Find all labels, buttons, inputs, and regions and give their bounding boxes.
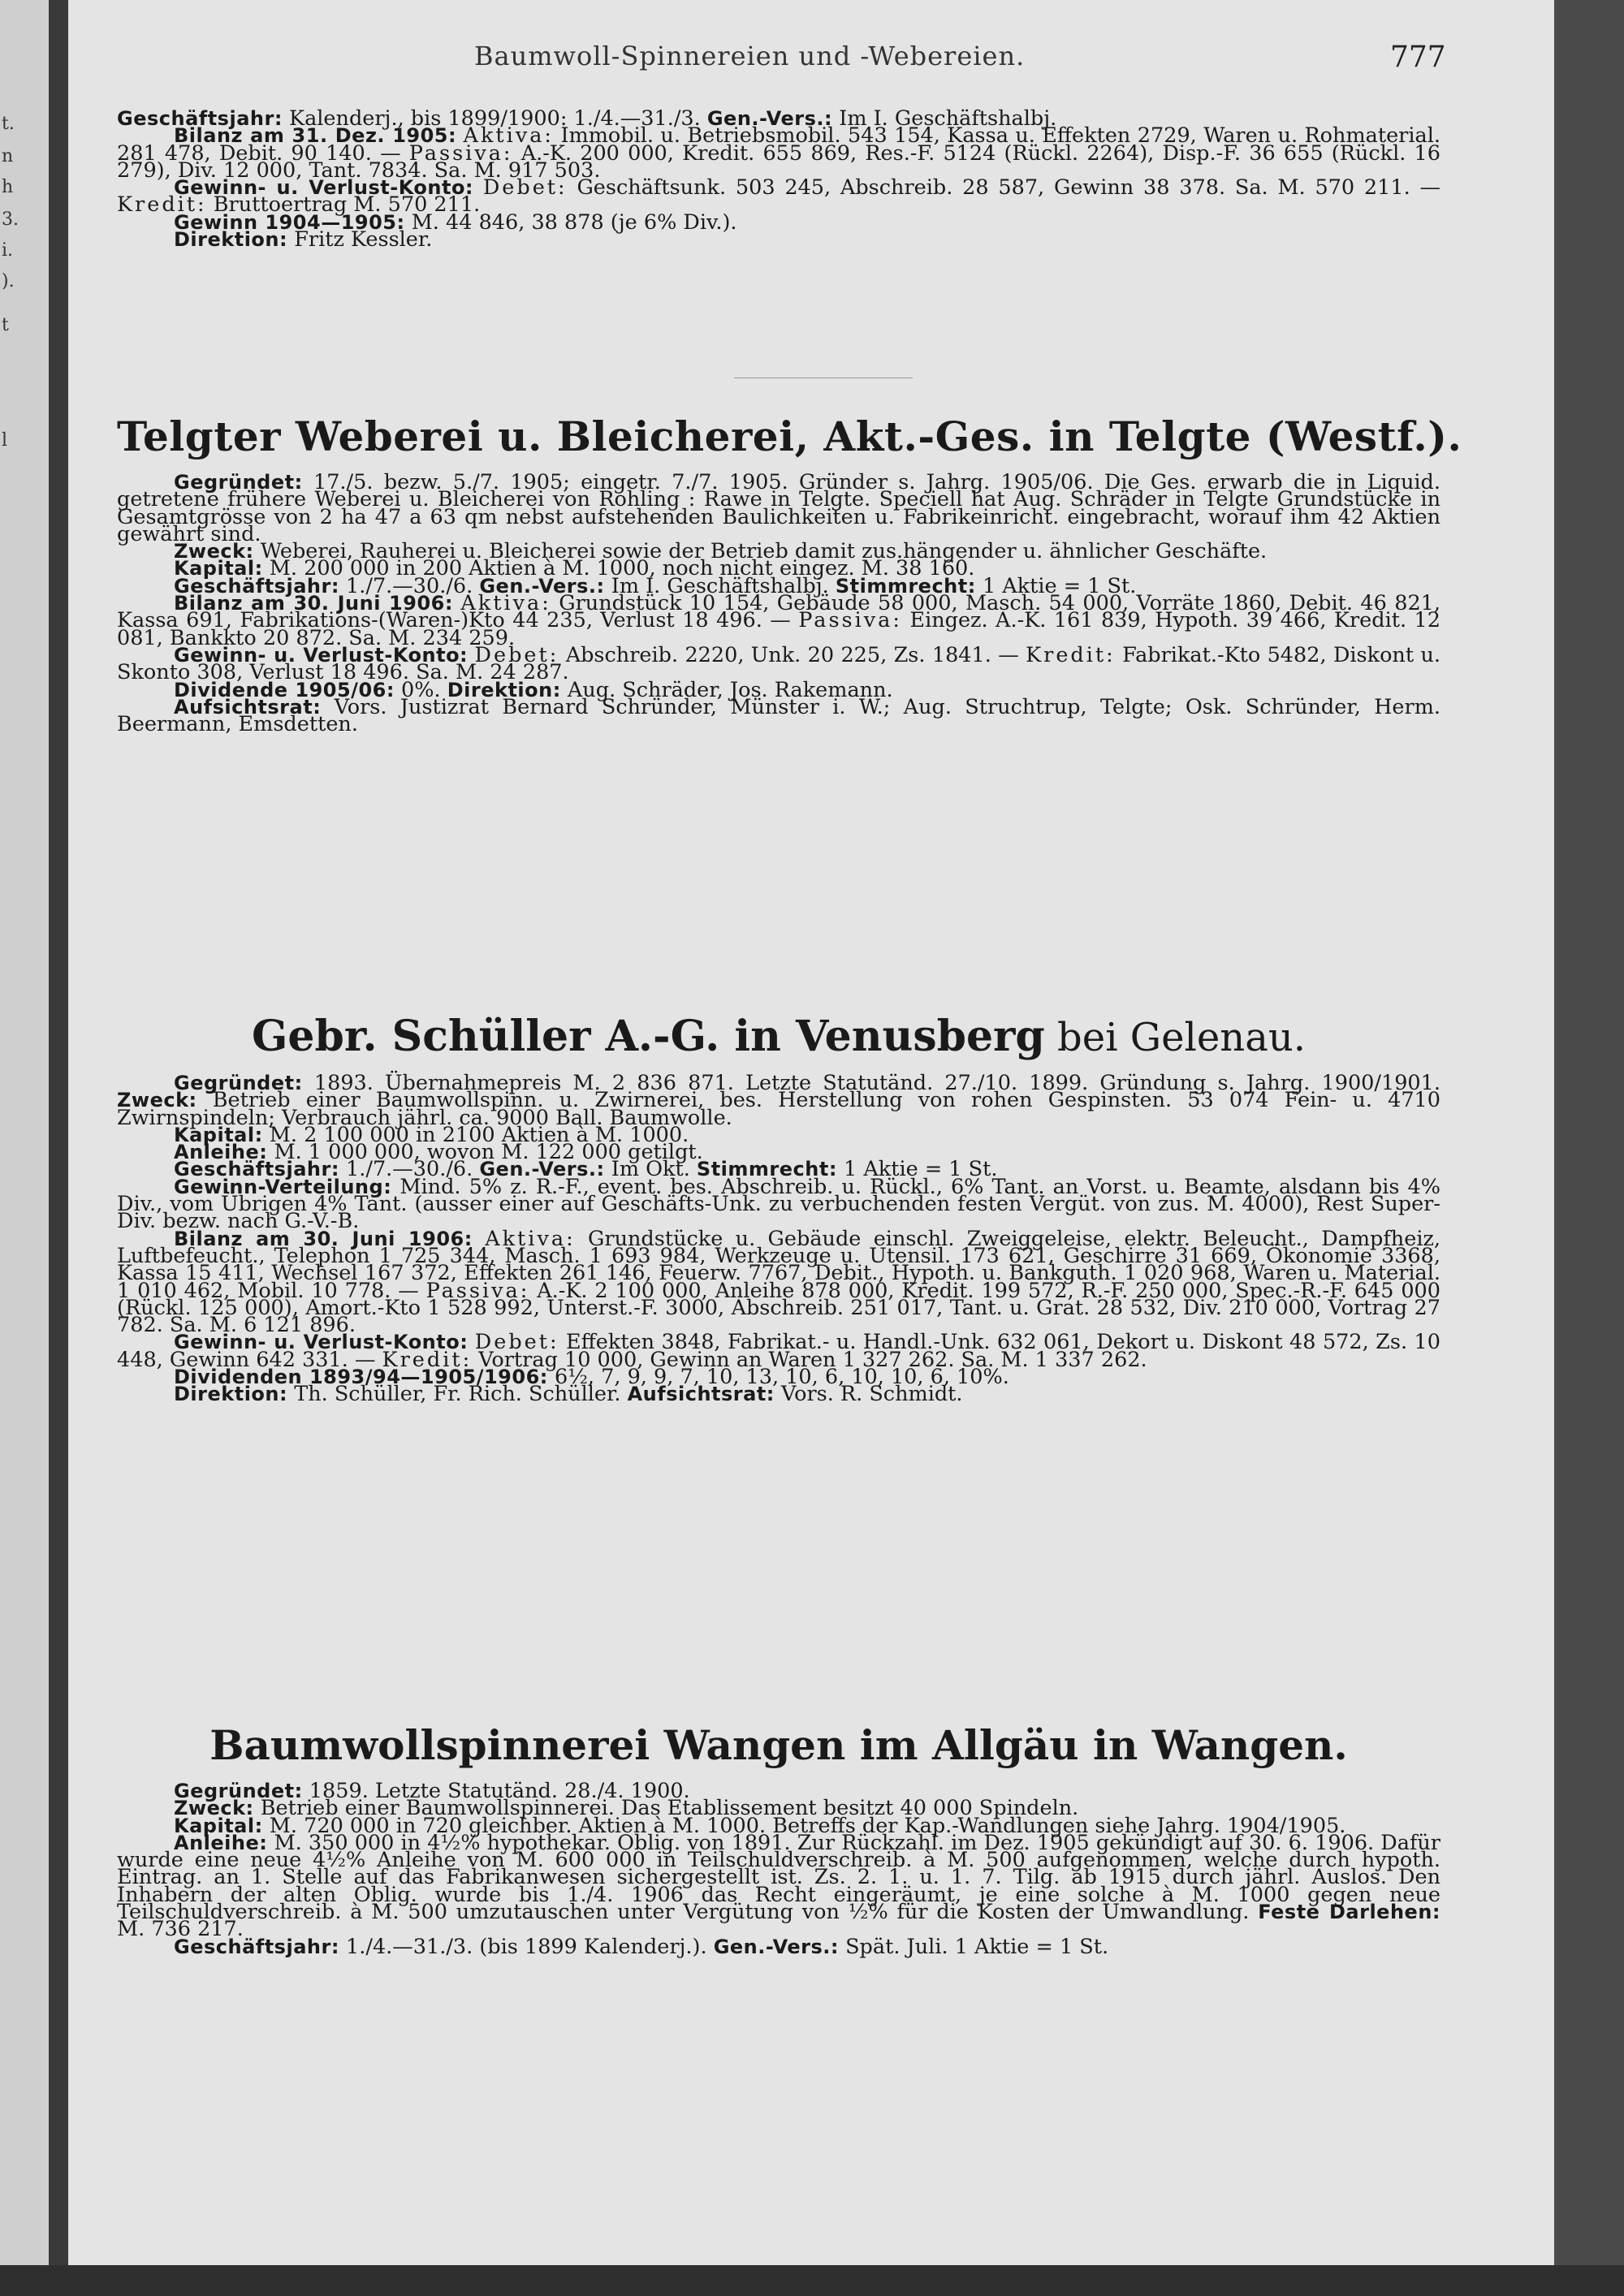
page-number: 777 bbox=[1390, 41, 1446, 74]
company-heading: Telgter Weberei u. Bleicherei, Akt.-Ges. in Telgte (Westf.). bbox=[117, 412, 1462, 460]
paragraph: Gewinn- u. Verlust-Konto: Debet: Effekten 3848, Fabrikat.- u. Handl.-Unk. 632 061, Dekort u. Diskont 48 572, Zs. 10 448, Gewinn 642 331. — Kredit: Vortrag 10 000, Gewinn an Waren 1 327 262. Sa. M. 1 337 262. bbox=[117, 1330, 1440, 1372]
paragraph: Bilanz am 30. Juni 1906: Aktiva: Grundstücke u. Gebäude einschl. Zweiggeleise, elektr. Beleucht., Dampfheiz, Luftbefeucht., Telephon 1 725 344, Masch. 1 693 984, Werkzeuge u. Utensil. 173 621, Geschirre 31 669, Ökonomie 3368, Kassa 15 411, Wechsel 167 372, Effekten 261 146, Feuerw. 7767, Debit., Hypoth. u. Bankguth. 1 020 968, Waren u. Material. 1 010 462, Mobil. 10 778. — Passiva: A.-K. 2 100 000, Anleihe 878 000, Kredit. 199 572, R.-F. 250 000, Spec.-R.-F. 645 000 (Rückl. 125 000), Amort.-Kto 1 528 992, Unterst.-F. 3000, Abschreib. 251 017, Tant. u. Grat. 28 532, Div. 210 000, Vortrag 27 782. Sa. M. 6 121 896. bbox=[117, 1226, 1441, 1338]
paragraph: Geschäftsjahr: 1./4.—31./3. (bis 1899 Kalenderj.). Gen.-Vers.: Spät. Juli. 1 Aktie = 1 St. bbox=[174, 1934, 1109, 1959]
company-heading: Baumwollspinnerei Wangen im Allgäu in Wangen. bbox=[209, 1721, 1348, 1769]
paragraph: Gewinn- u. Verlust-Konto: Debet: Abschreib. 2220, Unk. 20 225, Zs. 1841. — Kredit: Fabrikat.-Kto 5482, Diskont u. Skonto 308, Verlust 18 496. Sa. M. 24 287. bbox=[117, 642, 1440, 685]
margin-fragment: n bbox=[2, 146, 14, 166]
book-gutter bbox=[49, 0, 68, 2296]
paragraph: Dividenden 1893/94—1905/1906: 6½, 7, 9, 9, 7, 10, 13, 10, 6, 10, 10, 6, 10%. bbox=[174, 1365, 1009, 1390]
page-edge bbox=[1554, 0, 1624, 2296]
paragraph: Direktion: Th. Schüller, Fr. Rich. Schüller. Aufsichtsrat: Vors. R. Schmidt. bbox=[174, 1382, 963, 1407]
paragraph: Zweck: Weberei, Rauherei u. Bleicherei sowie der Betrieb damit zus.hängender u. ähnlicher Geschäfte. bbox=[174, 539, 1268, 564]
company-entry bbox=[117, 1071, 1441, 1407]
paragraph: Gegründet: 17./5. bezw. 5./7. 1905; eingetr. 7./7. 1905. Gründer s. Jahrg. 1905/06. Die Ges. erwarb die in Liquid. getretene frühere Weberei u. Bleicherei von Rohling : Rawe in Telgte. Speciell hat Aug. Schräder in Telgte Grundstücke in Gesamtgrösse von 2 ha 47 a 63 qm nebst aufstehenden Baulichkeiten u. Fabrikeinricht. eingebracht, worauf ihm 42 Aktien gewährt sind. bbox=[117, 470, 1440, 546]
paragraph: Geschäftsjahr: 1./7.—30./6. Gen.-Vers.: Im I. Geschäftshalbj. Stimmrecht: 1 Aktie = 1 St. bbox=[174, 573, 1137, 598]
paragraph: Anleihe: M. 1 000 000, wovon M. 122 000 getilgt. bbox=[174, 1140, 703, 1165]
margin-fragment: l bbox=[2, 430, 8, 451]
running-head: Baumwoll-Spinnereien und -Webereien. bbox=[474, 41, 1026, 71]
paragraph: Kapital: M. 200 000 in 200 Aktien à M. 1000, noch nicht eingez. M. 38 160. bbox=[174, 556, 975, 581]
margin-fragment: i. bbox=[2, 240, 14, 261]
paragraph: Kapital: M. 720 000 in 720 gleichber. Aktien à M. 1000. Betreffs der Kap.-Wandlungen siehe Jahrg. 1904/1905. bbox=[174, 1813, 1346, 1838]
margin-fragment: t bbox=[2, 315, 9, 335]
adjacent-page-strip bbox=[0, 0, 49, 2265]
document-page bbox=[68, 0, 1554, 2265]
paragraph: Aufsichtsrat: Vors. Justizrat Bernard Schründer, Münster i. W.; Aug. Struchtrup, Telgte; Osk. Schründer, Herm. Beermann, Emsdetten. bbox=[117, 694, 1440, 737]
paragraph: Anleihe: M. 350 000 in 4½% hypothekar. Oblig. von 1891. Zur Rückzahl. im Dez. 1905 gekündigt auf 30. 6. 1906. Dafür wurde eine neue 4½% Anleihe von M. 600 000 in Teilschuldverschreib. à M. 500 aufgenommen, welche durch hypoth. Eintrag. an 1. Stelle auf das Fabrikanwesen sichergestellt ist. Zs. 2. 1. u. 1. 7. Tilg. ab 1915 durch jährl. Auslos. Den Inhabern der alten Oblig. wurde bis 1./4. 1906 das Recht eingeräumt, je eine solche à M. 1000 gegen neue Teilschuldverschreib. à M. 500 umzutauschen unter Vergütung von ½% für die Kosten der Umwandlung. Feste Darlehen: M. 736 217. bbox=[117, 1830, 1440, 1942]
paragraph: Gegründet: 1859. Letzte Statutänd. 28./4. 1900. bbox=[174, 1779, 690, 1803]
paragraph: Gewinn- u. Verlust-Konto: Debet: Geschäftsunk. 503 245, Abschreib. 28 587, Gewinn 38 378. Sa. M. 570 211. — Kredit: Bruttoertrag M. 570 211. bbox=[117, 175, 1441, 218]
paragraph: Bilanz am 31. Dez. 1905: Aktiva: Immobil. u. Betriebsmobil. 543 154, Kassa u. Effekten 2729, Waren u. Rohmaterial. 281 478, Debit. 90 140. — Passiva: A.-K. 200 000, Kredit. 655 869, Res.-F. 5124 (Rückl. 2264), Disp.-F. 36 655 (Rückl. 16 279), Div. 12 000, Tant. 7834. Sa. M. 917 503. bbox=[117, 123, 1440, 183]
paragraph: Dividende 1905/06: 0%. Direktion: Aug. Schräder, Jos. Rakemann. bbox=[174, 677, 893, 702]
paragraph: Geschäftsjahr: Kalenderj., bis 1899/1900: 1./4.—31./3. Gen.-Vers.: Im I. Geschäftshalbj. bbox=[117, 106, 1057, 131]
margin-fragment: t. bbox=[2, 114, 15, 134]
paragraph: Gewinn-Verteilung: Mind. 5% z. R.-F., event. bes. Abschreib. u. Rückl., 6% Tant. an Vorst. u. Beamte, alsdann bis 4% Div., vom Übrigen 4% Tant. (ausser einer auf Geschäfts-Unk. zu verbuchenden festen Vergüt. von zus. M. 4000), Rest Super-Div. bezw. nach G.-V.-B. bbox=[117, 1174, 1440, 1234]
margin-fragment: 3. bbox=[2, 209, 19, 230]
paragraph: Direktion: Fritz Kessler. bbox=[174, 227, 433, 252]
company-entry bbox=[117, 1779, 1440, 1959]
paragraph: Bilanz am 30. Juni 1906: Aktiva: Grundstück 10 154, Gebäude 58 000, Masch. 54 000, Vorräte 1860, Debit. 46 821, Kassa 691, Fabrikations-(Waren-)Kto 44 235, Verlust 18 496. — Passiva: Eingez. A.-K. 161 839, Hypoth. 39 466, Kredit. 12 081, Bankkto 20 872. Sa. M. 234 259. bbox=[117, 591, 1441, 650]
paragraph: Zweck: Betrieb einer Baumwollspinnerei. Das Etablissement besitzt 40 000 Spindeln. bbox=[174, 1796, 1079, 1821]
section-continued bbox=[117, 106, 1441, 252]
paragraph: Gewinn 1904—1905: M. 44 846, 38 878 (je 6% Div.). bbox=[174, 209, 737, 235]
margin-fragment: ). bbox=[2, 271, 15, 291]
paragraph: Geschäftsjahr: 1./7.—30./6. Gen.-Vers.: Im Okt. Stimmrecht: 1 Aktie = 1 St. bbox=[174, 1157, 998, 1182]
scan-border bbox=[0, 2265, 1624, 2296]
company-entry bbox=[117, 470, 1441, 737]
margin-fragment: h bbox=[2, 177, 14, 197]
company-heading: Gebr. Schüller A.-G. in Venusberg bei Gelenau. bbox=[251, 1012, 1307, 1061]
paragraph: Kapital: M. 2 100 000 in 2100 Aktien à M. 1000. bbox=[174, 1122, 689, 1147]
paragraph: Gegründet: 1893. Übernahmepreis M. 2 836 871. Letzte Statutänd. 27./10. 1899. Gründung s. Jahrg. 1900/1901. Zweck: Betrieb einer Baumwollspinn. u. Zwirnerei, bes. Herstellung von rohen Gespinsten. 53 074 Fein- u. 4710 Zwirnspindeln; Verbrauch jährl. ca. 9000 Ball. Baumwolle. bbox=[117, 1071, 1440, 1130]
